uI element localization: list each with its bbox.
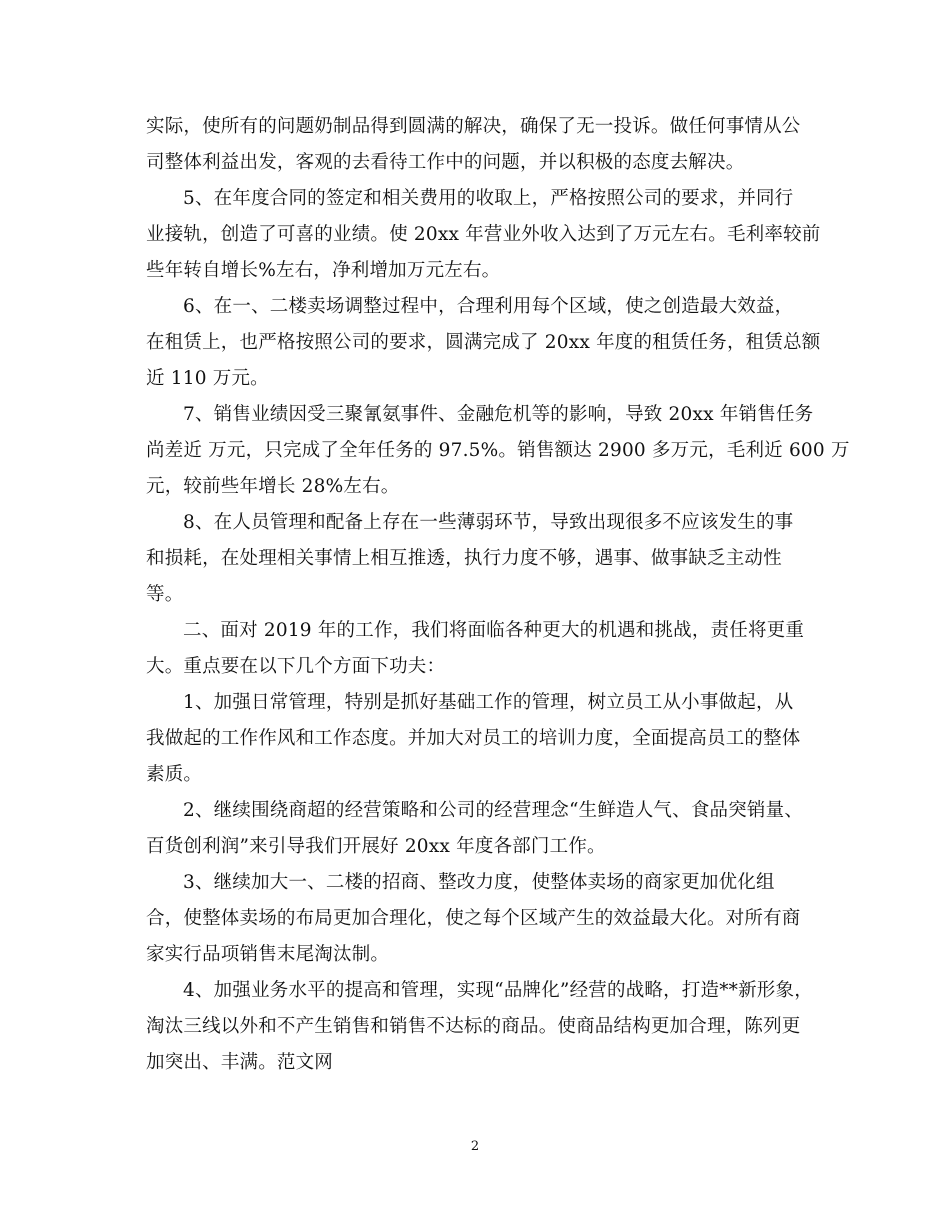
text-line: 近 110 万元。 bbox=[146, 368, 269, 389]
text-line: 1、加强日常管理，特别是抓好基础工作的管理，树立员工从小事做起，从 bbox=[183, 692, 794, 713]
text-line: 和损耗，在处理相关事情上相互推透，执行力度不够，遇事、做事缺乏主动性 bbox=[146, 548, 782, 569]
text-line: 8、在人员管理和配备上存在一些薄弱环节，导致出现很多不应该发生的事 bbox=[183, 512, 794, 533]
text-line: 合，使整体卖场的布局更加合理化，使之每个区域产生的效益最大化。对所有商 bbox=[146, 908, 801, 929]
text-line: 家实行品项销售末尾淘汰制。 bbox=[146, 944, 390, 965]
text-line: 尚差近 万元，只完成了全年任务的 97.5%。销售额达 2900 多万元，毛利近 600 万 bbox=[146, 440, 850, 461]
text-line: 加突出、丰满。范文网 bbox=[146, 1052, 334, 1073]
text-line: 元，较前些年增长 28%左右。 bbox=[146, 476, 400, 497]
text-line: 淘汰三线以外和不产生销售和销售不达标的商品。使商品结构更加合理，陈列更 bbox=[146, 1016, 801, 1037]
text-line: 业接轨，创造了可喜的业绩。使 20xx 年营业外收入达到了万元左右。毛利率较前 bbox=[146, 224, 821, 245]
text-line: 二、面对 2019 年的工作，我们将面临各种更大的机遇和挑战，责任将更重 bbox=[183, 620, 805, 641]
text-line: 实际，使所有的问题奶制品得到圆满的解决，确保了无一投诉。做任何事情从公 bbox=[146, 116, 801, 137]
text-line: 大。重点要在以下几个方面下功夫： bbox=[146, 656, 446, 677]
text-line: 在租赁上，也严格按照公司的要求，圆满完成了 20xx 年度的租赁任务，租赁总额 bbox=[146, 332, 821, 353]
text-line: 百货创利润”来引导我们开展好 20xx 年度各部门工作。 bbox=[146, 836, 606, 857]
text-line: 我做起的工作作风和工作态度。并加大对员工的培训力度，全面提高员工的整体 bbox=[146, 728, 801, 749]
text-line: 等。 bbox=[146, 584, 184, 605]
text-line: 些年转自增长%左右，净利增加万元左右。 bbox=[146, 260, 501, 281]
text-line: 素质。 bbox=[146, 764, 203, 785]
text-line: 2、继续围绕商超的经营策略和公司的经营理念“生鲜造人气、食品突销量、 bbox=[183, 800, 804, 821]
text-line: 3、继续加大一、二楼的招商、整改力度，使整体卖场的商家更加优化组 bbox=[183, 872, 775, 893]
text-line: 司整体利益出发，客观的去看待工作中的问题，并以积极的态度去解决。 bbox=[146, 152, 745, 173]
page-number: 2 bbox=[470, 1139, 480, 1154]
text-line: 4、加强业务水平的提高和管理，实现“品牌化”经营的战略，打造**新形象， bbox=[183, 980, 813, 1001]
text-line: 7、销售业绩因受三聚氰氨事件、金融危机等的影响，导致 20xx 年销售任务 bbox=[183, 404, 814, 425]
text-line: 5、在年度合同的签定和相关费用的收取上，严格按照公司的要求，并同行 bbox=[183, 188, 794, 209]
text-line: 6、在一、二楼卖场调整过程中，合理利用每个区域，使之创造最大效益， bbox=[183, 296, 794, 317]
